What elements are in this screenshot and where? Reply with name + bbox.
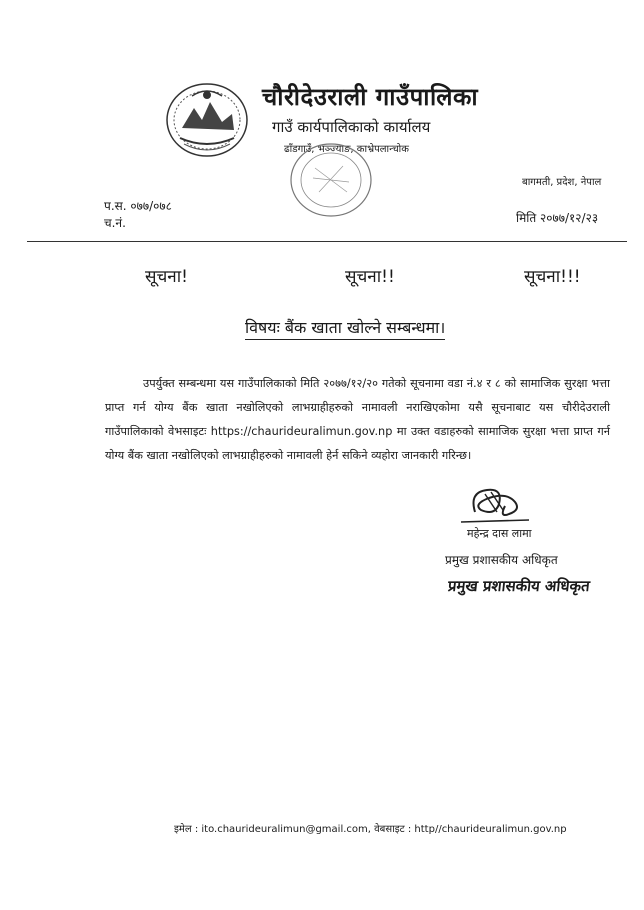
office-name: गाउँ कार्यपालिकाको कार्यालय [272,118,431,136]
office-stamp-seal [285,138,377,226]
notice-date: मिति २०७७/१२/२३ [516,211,599,225]
province-name: बागमती, प्रदेश, नेपाल [522,177,602,188]
signatory-designation: प्रमुख प्रशासकीय अधिकृत [445,553,558,567]
handwritten-signature [455,482,535,532]
municipality-title: चौरीदेउराली गाउँपालिका [262,83,479,111]
footer-contact: इमेल : ito.chaurideuralimun@gmail.com, वेबसाइट : http//chaurideuralimun.gov.np [174,824,567,835]
notice-body: उपर्युक्त सम्बन्धमा यस गाउँपालिकाको मिति २०७७/१२/२० गतेको सूचनामा वडा नं.४ र ८ को सामाजिक सुरक्षा भत्ता प्राप्त गर्न योग्य बैंक खाता नखोलिएको लाभग्राहीहरुको नामावली नराखिएकोमा यसै सूचनाबाट यस चौरीदेउराली गाउँपालिकाको वेभसाइटः https://chaurideuralimun.gov.np मा उक्त वडाहरुको सामाजिक सुरक्षा भत्ता प्राप्त गर्न योग्य बैंक खाता नखोलिएको लाभग्राहीहरुको नामावली हेर्न सकिने व्यहोरा जानकारी गरिन्छ। [105,377,610,462]
office-address: ढाँडगाउँ, भञ्ज्याङ, काभ्रेपलान्चोक [284,144,409,155]
designation-stamp: प्रमुख प्रशासकीय अधिकृत [447,577,591,595]
notice-heading-right: सूचना!!! [524,267,581,287]
header-divider [27,241,627,242]
notice-heading-center: सूचना!! [345,267,395,287]
nepal-emblem-logo [162,78,252,164]
notice-heading-left: सूचना! [145,267,188,287]
dispatch-number: च.नं. [104,216,126,230]
subject-line: विषयः बैंक खाता खोल्ने सम्बन्धमा। [245,316,445,340]
signatory-name: महेन्द्र दास लामा [467,527,532,540]
reference-number: प.स. ०७७/०७८ [104,199,172,213]
